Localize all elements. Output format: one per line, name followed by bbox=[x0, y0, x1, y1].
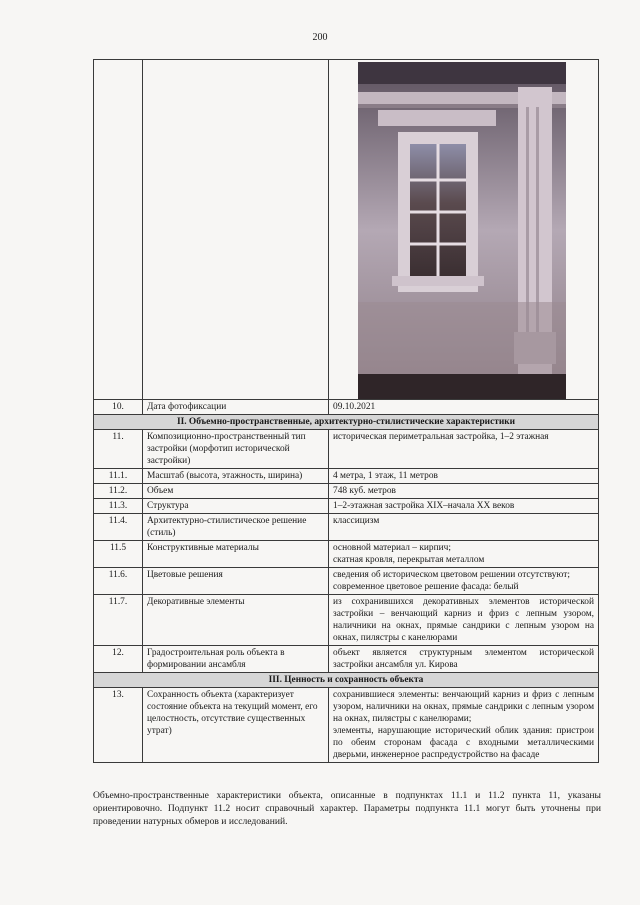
value-line: современное цветовое решение фасада: белый bbox=[333, 582, 519, 592]
row-number: 11.6. bbox=[94, 568, 143, 595]
footnote bbox=[93, 789, 601, 828]
row-label: Дата фотофиксации bbox=[143, 400, 329, 415]
empty-num-cell bbox=[94, 60, 143, 400]
row-label: Конструктивные материалы bbox=[143, 541, 329, 568]
row-11-1 bbox=[94, 469, 599, 484]
row-value: объект является структурным элементом исторической застройки ансамбля ул. Кирова bbox=[329, 646, 599, 673]
section-title: III. Ценность и сохранность объекта bbox=[94, 673, 599, 688]
photo-cell bbox=[329, 60, 599, 400]
row-11-7 bbox=[94, 595, 599, 646]
row-number: 11.1. bbox=[94, 469, 143, 484]
row-11-3 bbox=[94, 499, 599, 514]
row-number: 11.3. bbox=[94, 499, 143, 514]
row-value: классицизм bbox=[329, 514, 599, 541]
value-line: сохранившиеся элементы: венчающий карниз и фриз с лепным узором, наличники на окнах, прямые сандрики с лепным узором на окнах, пилястры с канелюрами; bbox=[333, 690, 594, 724]
empty-label-cell bbox=[143, 60, 329, 400]
row-number: 12. bbox=[94, 646, 143, 673]
row-11-5 bbox=[94, 541, 599, 568]
row-label: Градостроительная роль объекта в формировании ансамбля bbox=[143, 646, 329, 673]
row-label: Структура bbox=[143, 499, 329, 514]
row-label: Сохранность объекта (характеризует состояние объекта на текущий момент, его целостность, отсутствие существенных утрат) bbox=[143, 688, 329, 763]
row-value: 748 куб. метров bbox=[329, 484, 599, 499]
row-label: Масштаб (высота, этажность, ширина) bbox=[143, 469, 329, 484]
value-line: скатная кровля, перекрытая металлом bbox=[333, 555, 485, 565]
row-11-4 bbox=[94, 514, 599, 541]
row-value: 4 метра, 1 этаж, 11 метров bbox=[329, 469, 599, 484]
row-number: 11. bbox=[94, 430, 143, 469]
row-number: 11.5 bbox=[94, 541, 143, 568]
row-value bbox=[329, 688, 599, 763]
row-value: историческая периметральная застройка, 1–2 этажная bbox=[329, 430, 599, 469]
row-number: 10. bbox=[94, 400, 143, 415]
row-value: 1–2-этажная застройка XIX–начала XX веков bbox=[329, 499, 599, 514]
row-label: Архитектурно-стилистическое решение (стиль) bbox=[143, 514, 329, 541]
value-line: сведения об историческом цветовом решении отсутствуют; bbox=[333, 570, 570, 580]
row-number: 11.7. bbox=[94, 595, 143, 646]
row-11 bbox=[94, 430, 599, 469]
row-label: Декоративные элементы bbox=[143, 595, 329, 646]
value-line: основной материал – кирпич; bbox=[333, 543, 451, 553]
row-value bbox=[329, 541, 599, 568]
value-line: элементы, нарушающие исторический облик здания: пристрои по обеим сторонам фасада с входными металлическими дверьми, инженерное распредустройство на фасаде bbox=[333, 726, 594, 760]
row-label: Композиционно-пространственный тип застройки (морфотип исторической застройки) bbox=[143, 430, 329, 469]
footnote-text: Объемно-пространственные характеристики объекта, описанные в подпунктах 11.1 и 11.2 пункта 11, указаны ориентировочно. Подпункт 11.2 носит справочный характер. Параметры подпункта 11.1 могут быть уточнены при проведении натурных обмеров и исследований. bbox=[93, 790, 601, 827]
building-facade-window-photo bbox=[358, 62, 566, 399]
section-title: II. Объемно-пространственные, архитектурно-стилистические характеристики bbox=[94, 415, 599, 430]
row-11-6 bbox=[94, 568, 599, 595]
row-11-2 bbox=[94, 484, 599, 499]
section-header-3 bbox=[94, 673, 599, 688]
row-number: 13. bbox=[94, 688, 143, 763]
row-value: 09.10.2021 bbox=[329, 400, 599, 415]
row-value: из сохранившихся декоративных элементов исторической застройки – венчающий карниз и фриз с лепным узором, наличники на окнах, прямые сандрики с лепным узором на окнах, пилястры с канелюрами bbox=[329, 595, 599, 646]
page-number: 200 bbox=[312, 32, 328, 43]
row-value bbox=[329, 568, 599, 595]
row-12 bbox=[94, 646, 599, 673]
section-header-2 bbox=[94, 415, 599, 430]
row-label: Объем bbox=[143, 484, 329, 499]
row-label: Цветовые решения bbox=[143, 568, 329, 595]
object-characteristics-table bbox=[93, 59, 599, 763]
row-13 bbox=[94, 688, 599, 763]
row-10 bbox=[94, 400, 599, 415]
row-number: 11.2. bbox=[94, 484, 143, 499]
row-number: 11.4. bbox=[94, 514, 143, 541]
photo-row bbox=[94, 60, 599, 400]
